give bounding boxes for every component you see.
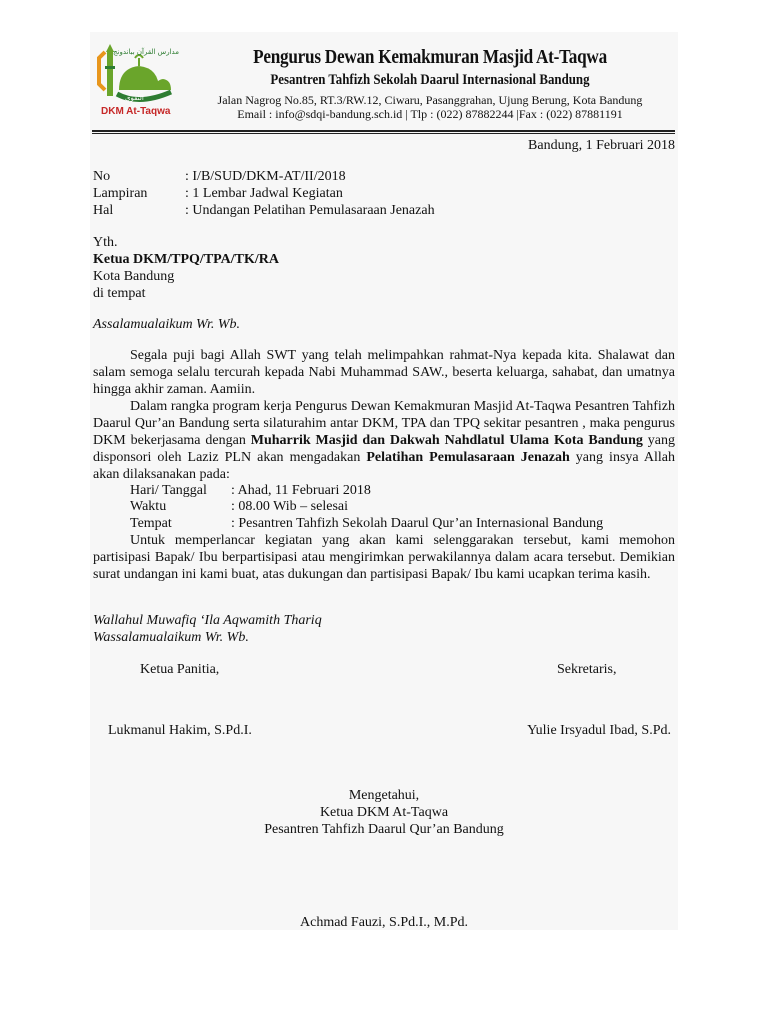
event-time-label: Waktu [130,499,167,514]
paragraph-opening: Segala puji bagi Allah SWT yang telah melimpahkan rahmat-Nya kepada kita. Shalawat dan salam semoga selalu tercurah kepada Nabi Muhammad SAW., beserta keluarga, sahabat, dan umatnya hingga akhir zaman. Aamiin. [93,348,675,397]
signature-right-title: Sekretaris, [557,662,617,677]
para2-part2: yang disponsori oleh Laziz PLN akan mengadakan [93,433,675,465]
recipient-name: Ketua DKM/TPQ/TPA/TK/RA [93,252,280,267]
ack-name: Achmad Fauzi, S.Pd.I., M.Pd. [300,915,468,930]
ack-line3: Pesantren Tahfizh Daarul Qur’an Bandung [264,822,504,837]
meta-no-label: No [93,169,111,184]
logo-label: DKM At-Taqwa [101,106,171,117]
signature-right-name: Yulie Irsyadul Ibad, S.Pd. [527,723,671,738]
meta-lampiran-value: : 1 Lembar Jadwal Kegiatan [185,186,343,201]
letter-date: Bandung, 1 Februari 2018 [528,138,675,153]
ack-line1: Mengetahui, [348,788,420,803]
org-address: Jalan Nagrog No.85, RT.3/RW.12, Ciwaru, Pasanggrahan, Ujung Berung, Kota Bandung [217,93,643,107]
org-title: Pengurus Dewan Kemakmuran Masjid At-Taqwa [253,46,607,68]
event-date-label: Hari/ Tanggal [130,483,207,498]
para2-part1: Dalam rangka program kerja Pengurus Dewan Kemakmuran Masjid At-Taqwa Pesantren Tahfizh Daarul Qur’an Bandung serta silaturahim antar DKM, TPA dan TPQ sekitar pesantren , maka pengurus DKM bekerjasama dengan [93,399,675,448]
event-place-label: Tempat [130,516,172,531]
closing-salam: Wassalamualaikum Wr. Wb. [93,630,249,645]
org-address-block [180,93,680,121]
recipient-yth: Yth. [93,235,118,250]
meta-hal-label: Hal [93,203,114,218]
recipient-place: di tempat [93,286,146,301]
greeting: Assalamualaikum Wr. Wb. [93,317,240,332]
mosque-logo-icon [95,40,181,120]
recipient-city: Kota Bandung [93,269,175,284]
paragraph-closing: Untuk memperlancar kegiatan yang akan kami selenggarakan tersebut, kami memohon partisipasi Bapak/ Ibu berpartisipasi atau mengirimkan perwakilannya dalam acara tersebut. Demikian surat undangan ini kami buat, atas dukungan dan partisipasi Bapak/ Ibu kami ucapkan terima kasih. [93,533,675,582]
signature-left-title: Ketua Panitia, [140,662,220,677]
header-rule [92,130,675,132]
event-time-value: : 08.00 Wib – selesai [231,499,348,514]
org-contact: Email : info@sdqi-bandung.sch.id | Tlp : (022) 87882244 |Fax : (022) 87881191 [237,107,623,121]
para2-bold1: Muharrik Masjid dan Dakwah Nahdlatul Ulama Kota Bandung [250,433,643,448]
org-subtitle: Pesantren Tahfizh Sekolah Daarul Internasional Bandung [270,72,590,88]
para2-part3: yang insya Allah akan dilaksanakan pada: [93,450,675,482]
event-place-value: : Pesantren Tahfizh Sekolah Daarul Qur’an Internasional Bandung [231,516,604,531]
dkm-logo [95,40,181,120]
signature-left-name: Lukmanul Hakim, S.Pd.I. [108,723,252,738]
event-date-value: : Ahad, 11 Februari 2018 [231,483,371,498]
header-rule-thin [92,133,675,134]
logo-arabic-text: مدارس القرآن بباندونج [113,48,179,56]
ack-line2: Ketua DKM At-Taqwa [319,805,449,820]
meta-lampiran-label: Lampiran [93,186,148,201]
paragraph-invitation [93,398,675,483]
para2-bold2: Pelatihan Pemulasaraan Jenazah [366,450,570,465]
closing-prayer: Wallahul Muwafiq ‘Ila Aqwamith Thariq [93,613,322,628]
meta-no-value: : I/B/SUD/DKM-AT/II/2018 [185,169,346,184]
meta-hal-value: : Undangan Pelatihan Pemulasaraan Jenazah [185,203,435,218]
logo-arabic-name: التقوى [125,94,144,102]
